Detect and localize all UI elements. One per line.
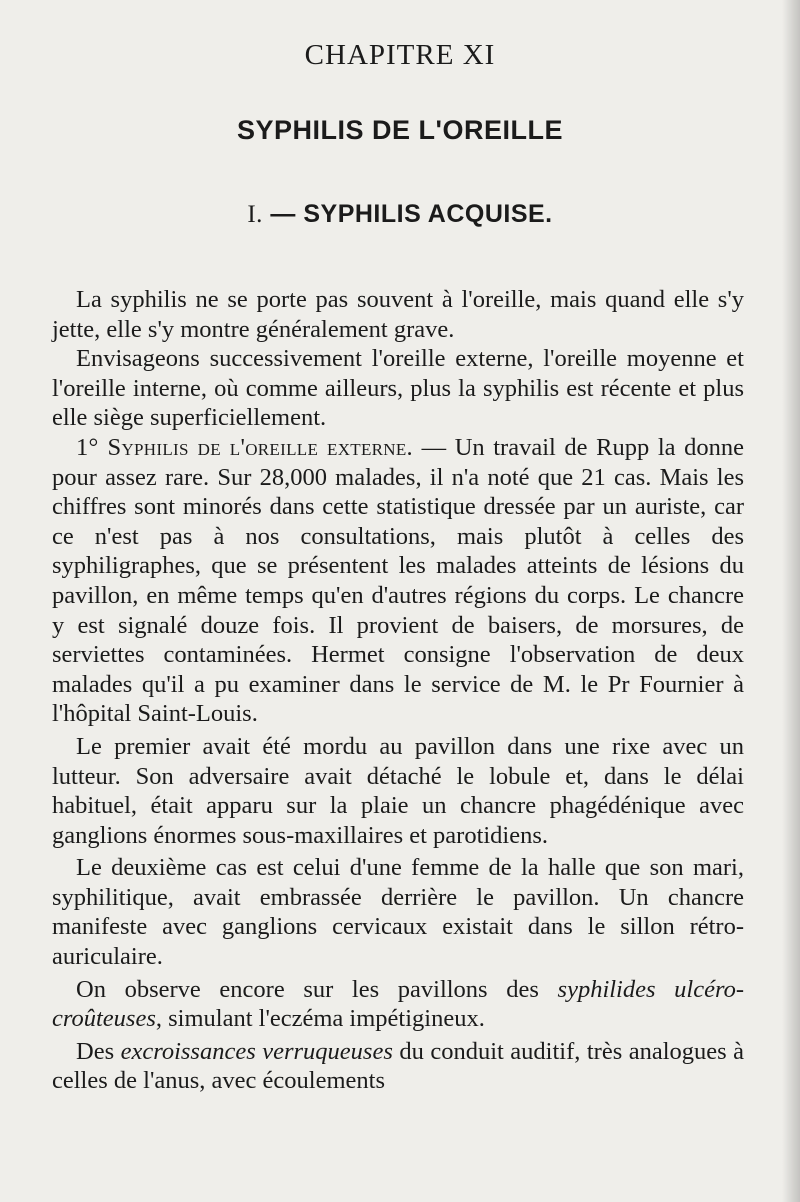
chapter-title: SYPHILIS DE L'OREILLE xyxy=(237,115,563,145)
paragraph-text: du conduit auditif, très analogues à celles de l'anus, avec écoulements xyxy=(52,1037,745,1095)
subsection-lead: 1° Syphilis de l'oreille externe. xyxy=(76,433,413,461)
section-title: SYPHILIS ACQUISE. xyxy=(303,200,553,228)
emphasis-term: excroissances verruqueuses xyxy=(120,1037,393,1065)
paragraph-text: , simulant l'eczéma impétigineux. xyxy=(155,1005,485,1033)
paragraph xyxy=(52,1037,744,1096)
paragraph xyxy=(52,433,744,729)
paragraph-text: — Un travail de Rupp la donne pour assez rare. Sur 28,000 malades, il n'a noté que 21 cas. Mais les chiffres sont minorés dans cette statistique dressée par un auriste, car ce n'est pas à nos consultations, mais plutôt à celles des syphiligraphes, que se présentent les malades atteints de lésions du pavillon, en même temps qu'en d'autres régions du corps. Le chancre y est signalé douze fois. Il provient de baisers, de morsures, de serviettes contaminées. Hermet consigne l'observation de deux malades qu'il a pu examiner dans le service de M. le Pr Fournier à l'hôpital Saint-Louis. xyxy=(52,433,744,728)
paragraph: Envisageons successivement l'oreille externe, l'oreille moyenne et l'oreille interne, où comme ailleurs, plus la syphilis est récente et plus elle siège superficiellement. xyxy=(52,345,744,432)
section-dash: — xyxy=(270,200,296,228)
paragraph xyxy=(52,975,744,1034)
section-number: I. xyxy=(247,201,263,228)
paragraph: Le deuxième cas est celui d'une femme de la halle que son mari, syphilitique, avait embrassée derrière le pavillon. Un chancre manifeste avec ganglions cervicaux existait dans le sillon rétro-auriculaire. xyxy=(52,854,744,971)
paragraph-text: On observe encore sur les pavillons des xyxy=(76,975,558,1003)
paragraph-text: Des xyxy=(76,1037,121,1065)
paragraph: La syphilis ne se porte pas souvent à l'oreille, mais quand elle s'y jette, elle s'y montre généralement grave. xyxy=(52,286,744,343)
paragraph: Le premier avait été mordu au pavillon dans une rixe avec un lutteur. Son adversaire avait détaché le lobule et, dans le délai habituel, était apparu sur la plaie un chancre phagédénique avec ganglions énormes sous-maxillaires et parotidiens. xyxy=(52,732,744,849)
chapter-heading: CHAPITRE XI xyxy=(304,39,496,71)
page-edge-shadow xyxy=(782,0,800,1202)
body-text xyxy=(52,285,744,1096)
section-heading xyxy=(0,198,800,231)
emphasis-term: syphilides ulcéro-croûteuses xyxy=(52,975,744,1033)
